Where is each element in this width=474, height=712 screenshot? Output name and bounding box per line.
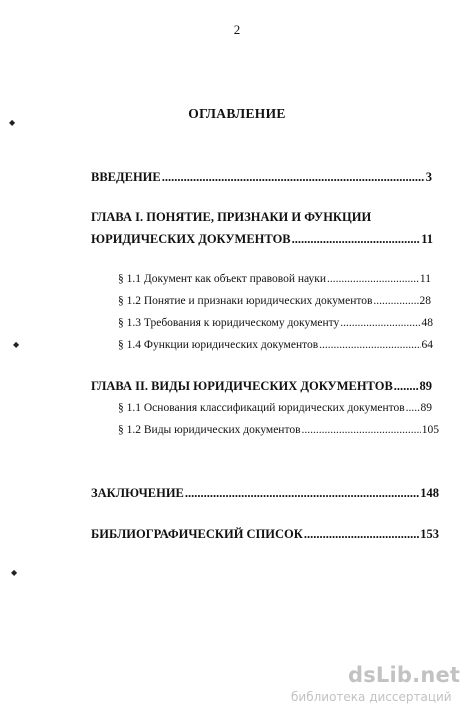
toc-section-title: § 1.1 Основания классификаций юридических документов [118, 402, 405, 414]
toc-entry-page: 153 [420, 527, 439, 541]
toc-entry-intro[interactable] [91, 170, 432, 185]
toc-section-title: § 1.2 Виды юридических документов [118, 424, 301, 436]
toc-section-page: 28 [419, 295, 431, 307]
toc-section-title: § 1.4 Функции юридических документов [118, 339, 319, 351]
dot-leader [327, 273, 419, 285]
toc-section-2-1[interactable] [118, 402, 432, 414]
page-number: 2 [233, 22, 241, 37]
toc-entry-title: ЮРИДИЧЕСКИХ ДОКУМЕНТОВ [91, 232, 291, 246]
toc-entry-page: 11 [421, 232, 433, 246]
dot-leader [302, 424, 421, 436]
scan-mark: ◆ [11, 568, 18, 577]
dot-leader [373, 295, 418, 307]
toc-section-page: 89 [420, 402, 432, 414]
toc-entry-title: БИБЛИОГРАФИЧЕСКИЙ СПИСОК [91, 527, 303, 541]
dot-leader [394, 379, 419, 394]
toc-entry-title: ВВЕДЕНИЕ [91, 170, 161, 184]
toc-entry-chapter1[interactable] [91, 232, 433, 247]
dot-leader [340, 317, 420, 329]
toc-entry-page: 148 [420, 486, 439, 500]
dot-leader [185, 486, 419, 501]
toc-section-2-2[interactable] [118, 424, 439, 436]
toc-section-page: 48 [421, 317, 433, 329]
toc-section-1-2[interactable] [118, 295, 431, 307]
toc-entry-title: ГЛАВА II. ВИДЫ ЮРИДИЧЕСКИХ ДОКУМЕНТОВ [91, 379, 393, 393]
toc-entry-page: 89 [419, 379, 432, 393]
scan-mark: ◆ [9, 118, 16, 127]
toc-section-title: § 1.1 Документ как объект правовой науки [118, 273, 327, 285]
toc-entry-title: ЗАКЛЮЧЕНИЕ [91, 486, 184, 500]
toc-section-title: § 1.3 Требования к юридическому документу [118, 317, 340, 329]
dot-leader [304, 527, 419, 542]
toc-section-1-4[interactable] [118, 339, 433, 351]
scan-mark: ◆ [13, 340, 20, 349]
toc-section-page: 64 [421, 339, 433, 351]
toc-section-1-3[interactable] [118, 317, 433, 329]
dot-leader [406, 402, 420, 414]
toc-heading: ОГЛАВЛЕНИЕ [188, 106, 286, 121]
toc-section-page: 11 [419, 273, 431, 285]
toc-section-1-1[interactable] [118, 273, 431, 285]
watermark-logo: dsLib.net [348, 663, 461, 687]
toc-entry-bibliography[interactable] [91, 527, 439, 542]
dot-leader [162, 170, 425, 185]
toc-entry-chapter2[interactable] [91, 379, 432, 394]
dot-leader [319, 339, 420, 351]
toc-chapter1-title-line1[interactable]: ГЛАВА I. ПОНЯТИЕ, ПРИЗНАКИ И ФУНКЦИИ [91, 210, 372, 224]
toc-section-page: 105 [421, 424, 439, 436]
toc-entry-page: 3 [425, 170, 432, 184]
dot-leader [292, 232, 421, 247]
watermark-text: библиотека диссертаций [291, 690, 452, 704]
toc-section-title: § 1.2 Понятие и признаки юридических документов [118, 295, 373, 307]
toc-entry-conclusion[interactable] [91, 486, 439, 501]
